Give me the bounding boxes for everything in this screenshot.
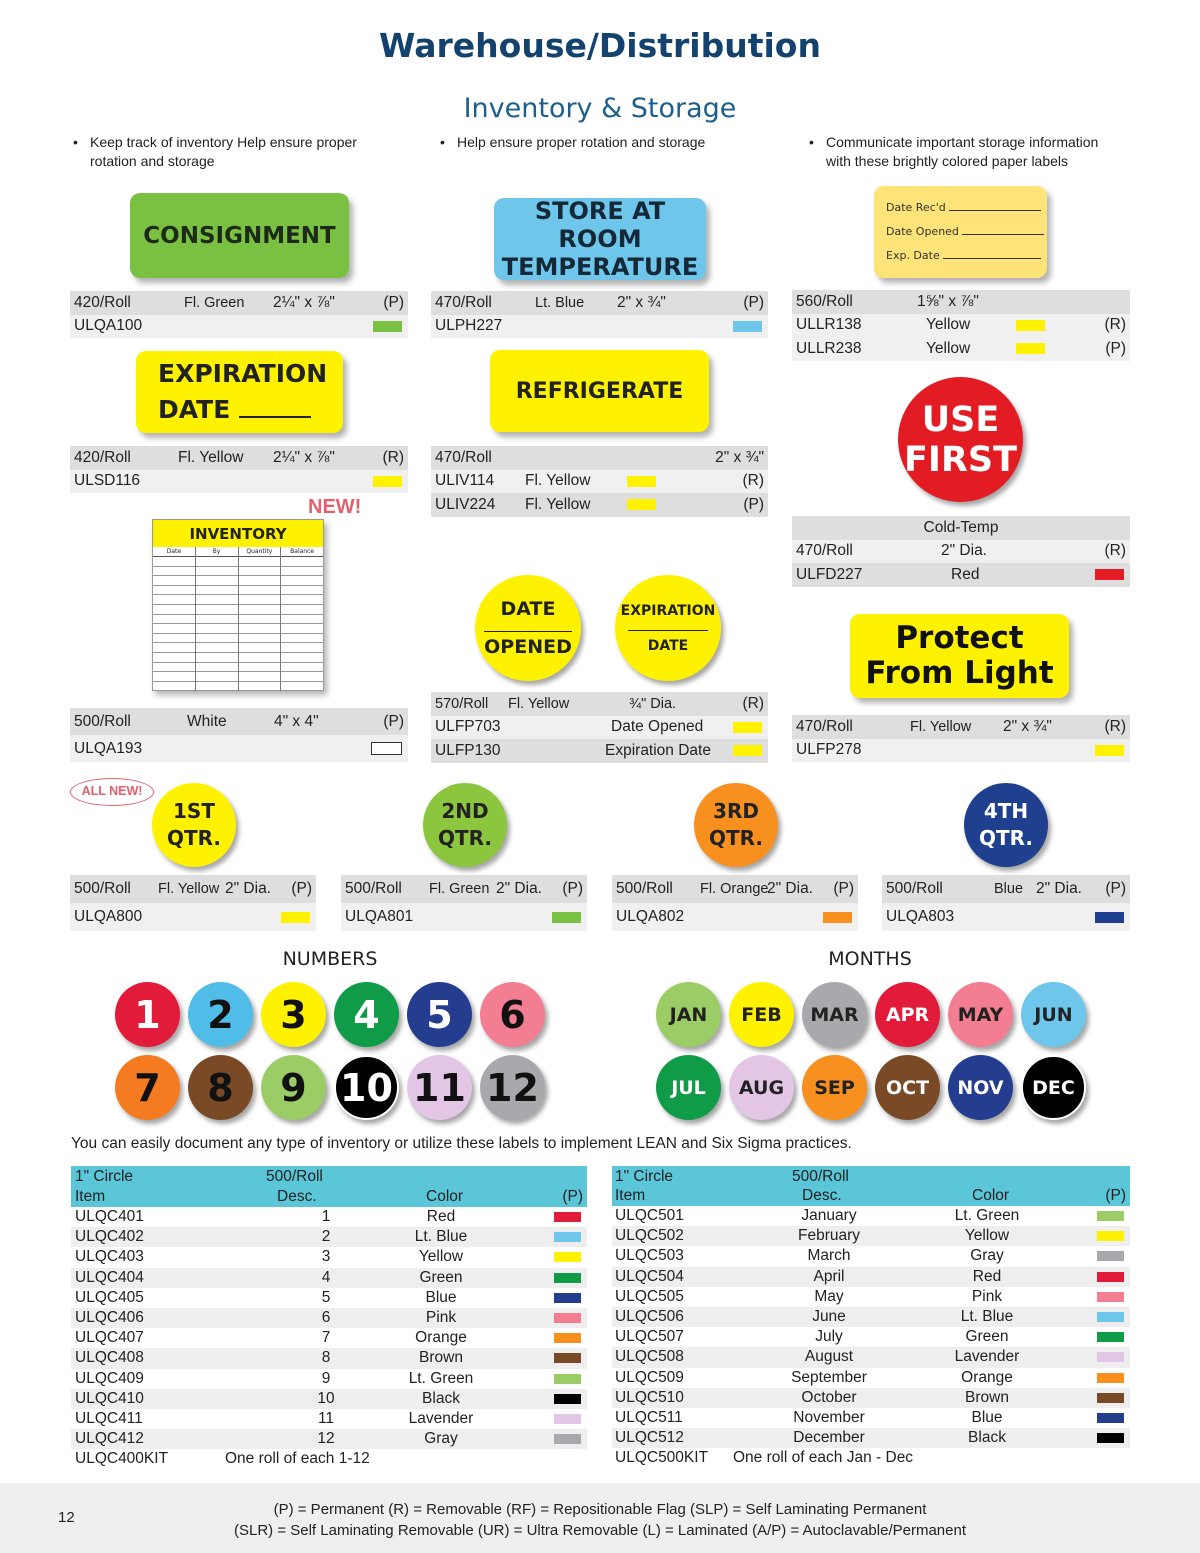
kit-row: ULQC500KIT One roll of each Jan - Dec <box>615 1449 914 1467</box>
inventory-row-line <box>196 663 238 673</box>
inventory-row-line <box>153 567 195 577</box>
inventory-row-line <box>196 634 238 644</box>
number-3-circle: 3 <box>261 982 326 1047</box>
table-header: 1" Circle 500/Roll Item Desc. Color (P) <box>71 1166 587 1207</box>
inventory-row-line <box>239 624 281 634</box>
inventory-row-line <box>281 567 323 577</box>
date-recd-label: Date Rec'd Date Opened Exp. Date <box>874 186 1047 278</box>
bullet-1: • Keep track of inventory Help ensure proper rotation and storage <box>90 133 380 171</box>
quarter-1-table: 500/Roll Fl. Yellow 2" Dia. (P) ULQA800 <box>70 875 316 931</box>
inventory-row-line <box>281 557 323 567</box>
color-swatch <box>371 742 402 755</box>
legend-line-2: (SLR) = Self Laminating Removable (UR) = Ultra Removable (L) = Laminated (A/P) = Autoclavable/Permanent <box>233 1522 966 1539</box>
table-row: ULQC411 11 Lavender <box>71 1409 587 1429</box>
color-swatch <box>554 1212 581 1222</box>
color-swatch <box>1097 1272 1124 1282</box>
color-swatch <box>1097 1211 1124 1221</box>
inventory-row-line <box>239 682 281 692</box>
color-swatch <box>554 1353 581 1363</box>
inventory-column <box>196 547 239 691</box>
quarter-4-label: 4TH QTR. <box>964 783 1048 867</box>
inventory-row-line <box>153 615 195 625</box>
quarter-4-table: 500/Roll Blue 2" Dia. (P) ULQA803 <box>882 875 1130 931</box>
table-row: ULQC402 2 Lt. Blue <box>71 1227 587 1247</box>
inventory-row-line <box>239 595 281 605</box>
inventory-row-line <box>281 682 323 692</box>
number-10-circle: 10 <box>334 1055 399 1120</box>
expiration-table: 420/Roll Fl. Yellow 2¼" x ⅞" (R) ULSD116 <box>70 446 408 493</box>
inventory-row-line <box>281 586 323 596</box>
color-swatch <box>554 1434 581 1444</box>
page-number: 12 <box>58 1509 75 1526</box>
number-9-circle: 9 <box>261 1055 326 1120</box>
color-swatch <box>733 321 762 332</box>
table-row: ULQC503 March Gray <box>612 1246 1130 1266</box>
color-swatch <box>1097 1332 1124 1342</box>
inventory-row-line <box>196 576 238 586</box>
number-12-circle: 12 <box>480 1055 545 1120</box>
inventory-row-line <box>281 615 323 625</box>
table-header: 1" Circle 500/Roll Item Desc. Color (P) <box>612 1166 1130 1206</box>
bullet-3: • Communicate important storage information with these brightly colored paper labels <box>826 133 1126 171</box>
bullet-2: • Help ensure proper rotation and storage <box>457 133 757 152</box>
table-row: ULQC410 10 Black <box>71 1389 587 1409</box>
month-apr-circle: APR <box>875 982 940 1047</box>
quarter-3-table: 500/Roll Fl. Orange 2" Dia. (P) ULQA802 <box>612 875 858 931</box>
consignment-label: CONSIGNMENT <box>130 193 349 278</box>
inventory-row-line <box>196 557 238 567</box>
inventory-row-line <box>239 663 281 673</box>
color-swatch <box>1097 1373 1124 1383</box>
refrigerate-label: REFRIGERATE <box>490 350 709 432</box>
month-jun-circle: JUN <box>1021 982 1086 1047</box>
inventory-row-line <box>281 663 323 673</box>
color-swatch <box>733 745 762 756</box>
number-8-circle: 8 <box>188 1055 253 1120</box>
table-row: ULQC508 August Lavender <box>612 1347 1130 1367</box>
inventory-row-line <box>281 643 323 653</box>
inventory-sheet-label <box>152 519 324 691</box>
expiration-date-circle-label: EXPIRATION DATE <box>615 575 721 681</box>
refrigerate-table: 470/Roll 2" x ¾" ULIV114 Fl. Yellow (R) ULIV224 Fl. Yellow (P) <box>431 446 768 517</box>
quarter-2-table: 500/Roll Fl. Green 2" Dia. (P) ULQA801 <box>341 875 587 931</box>
table-row: ULQC403 3 Yellow <box>71 1247 587 1267</box>
legend-line-1: (P) = Permanent (R) = Removable (RF) = Repositionable Flag (SLP) = Self Laminating Permanent <box>273 1501 927 1518</box>
color-swatch <box>1016 320 1045 331</box>
color-swatch <box>1095 912 1124 923</box>
inventory-table: 500/Roll White 4" x 4" (P) ULQA193 <box>70 708 408 762</box>
color-swatch <box>1097 1312 1124 1322</box>
inventory-row-line <box>153 576 195 586</box>
color-swatch <box>281 912 310 923</box>
date-opened-label: DATE OPENED <box>475 575 581 681</box>
date-labels-table: 570/Roll Fl. Yellow ¾" Dia. (R) ULFP703 Date Opened ULFP130 Expiration Date <box>431 692 768 763</box>
inventory-row-line <box>196 615 238 625</box>
table-row: ULQC512 December Black <box>612 1428 1130 1448</box>
numbers-heading: NUMBERS <box>282 948 378 970</box>
quarter-1-label: 1ST QTR. <box>152 783 236 867</box>
new-badge: NEW! <box>308 496 362 518</box>
inventory-row-line <box>196 586 238 596</box>
color-swatch <box>554 1293 581 1303</box>
table-row: ULQC407 7 Orange <box>71 1328 587 1348</box>
inventory-row-line <box>281 624 323 634</box>
months-item-table <box>612 1166 1130 1468</box>
protect-table: 470/Roll Fl. Yellow 2" x ¾" (R) ULFP278 <box>792 715 1130 762</box>
inventory-row-line <box>196 605 238 615</box>
color-swatch <box>1097 1251 1124 1261</box>
inventory-row-line <box>196 567 238 577</box>
table-row: ULQC510 October Brown <box>612 1388 1130 1408</box>
color-swatch <box>554 1394 581 1404</box>
color-swatch <box>1097 1393 1124 1403</box>
month-jan-circle: JAN <box>656 982 721 1047</box>
footer <box>0 1483 1200 1553</box>
inventory-row-line <box>196 595 238 605</box>
color-swatch <box>823 912 852 923</box>
number-7-circle: 7 <box>115 1055 180 1120</box>
lean-note: You can easily document any type of inventory or utilize these labels to implement LEAN and Six Sigma practices. <box>71 1135 852 1152</box>
inventory-row-line <box>153 595 195 605</box>
inventory-row-line <box>153 634 195 644</box>
inventory-row-line <box>153 653 195 663</box>
inventory-row-line <box>239 576 281 586</box>
month-nov-circle: NOV <box>948 1055 1013 1120</box>
inventory-row-line <box>281 634 323 644</box>
store-table: 470/Roll Lt. Blue 2" x ¾" (P) ULPH227 <box>431 291 768 338</box>
table-row: ULQC504 April Red <box>612 1267 1130 1287</box>
months-heading: MONTHS <box>828 948 912 970</box>
number-11-circle: 11 <box>407 1055 472 1120</box>
inventory-row-line <box>281 576 323 586</box>
inventory-row-line <box>239 557 281 567</box>
all-new-badge: ALL NEW! <box>70 778 154 806</box>
color-swatch <box>733 722 762 733</box>
inventory-row-line <box>196 624 238 634</box>
inventory-row-line <box>281 605 323 615</box>
color-swatch <box>554 1273 581 1283</box>
inventory-row-line <box>239 615 281 625</box>
inventory-row-line <box>153 682 195 692</box>
numbers-item-table <box>71 1166 587 1469</box>
inventory-column-header: Date <box>153 547 195 557</box>
color-swatch <box>1097 1352 1124 1362</box>
inventory-row-line <box>153 586 195 596</box>
month-aug-circle: AUG <box>729 1055 794 1120</box>
inventory-row-line <box>239 634 281 644</box>
inventory-row-line <box>239 605 281 615</box>
month-oct-circle: OCT <box>875 1055 940 1120</box>
protect-from-light-label: Protect From Light <box>850 614 1069 698</box>
inventory-row-line <box>153 605 195 615</box>
color-swatch <box>554 1374 581 1384</box>
month-sep-circle: SEP <box>802 1055 867 1120</box>
inventory-sheet-title: INVENTORY <box>153 520 323 547</box>
number-5-circle: 5 <box>407 982 472 1047</box>
inventory-row-line <box>153 672 195 682</box>
use-first-table: Cold-Temp 470/Roll 2" Dia. (R) ULFD227 Red <box>792 516 1130 587</box>
number-2-circle: 2 <box>188 982 253 1047</box>
color-swatch <box>1095 569 1124 580</box>
number-4-circle: 4 <box>334 982 399 1047</box>
color-swatch <box>1097 1292 1124 1302</box>
table-row: ULQC505 May Pink <box>612 1287 1130 1307</box>
table-row: ULQC509 September Orange <box>612 1368 1130 1388</box>
month-may-circle: MAY <box>948 982 1013 1047</box>
table-row: ULQC511 November Blue <box>612 1408 1130 1428</box>
quarter-2-label: 2ND QTR. <box>423 783 507 867</box>
inventory-row-line <box>196 653 238 663</box>
inventory-row-line <box>281 595 323 605</box>
expiration-date-label: EXPIRATION DATE <box>136 351 343 433</box>
color-swatch <box>627 499 656 510</box>
month-jul-circle: JUL <box>656 1055 721 1120</box>
inventory-column <box>153 547 196 691</box>
inventory-row-line <box>153 624 195 634</box>
inventory-column-header: Quantity <box>239 547 281 557</box>
inventory-grid <box>153 547 323 691</box>
color-swatch <box>1095 745 1124 756</box>
table-row: ULQC406 6 Pink <box>71 1308 587 1328</box>
color-swatch <box>552 912 581 923</box>
page-title: Warehouse/Distribution <box>379 26 821 65</box>
color-swatch <box>373 321 402 332</box>
table-row: ULQC409 9 Lt. Green <box>71 1369 587 1389</box>
number-1-circle: 1 <box>115 982 180 1047</box>
table-row: ULQC412 12 Gray <box>71 1429 587 1449</box>
table-row: ULQC408 8 Brown <box>71 1348 587 1368</box>
inventory-row-line <box>239 586 281 596</box>
color-swatch <box>554 1333 581 1343</box>
inventory-row-line <box>153 663 195 673</box>
inventory-row-line <box>153 643 195 653</box>
inventory-column <box>239 547 282 691</box>
inventory-column-header: Balance <box>281 547 323 557</box>
table-row: ULQC501 January Lt. Green <box>612 1206 1130 1226</box>
inventory-column <box>281 547 323 691</box>
consignment-table: 420/Roll Fl. Green 2¼" x ⅞" (P) ULQA100 <box>70 291 408 338</box>
inventory-row-line <box>239 653 281 663</box>
kit-row: ULQC400KIT One roll of each 1-12 <box>75 1450 370 1468</box>
table-row: ULQC404 4 Green <box>71 1268 587 1288</box>
store-at-room-temperature-label: STORE AT ROOM TEMPERATURE <box>494 198 706 280</box>
table-row: ULQC506 June Lt. Blue <box>612 1307 1130 1327</box>
color-swatch <box>1097 1413 1124 1423</box>
inventory-column-header: By <box>196 547 238 557</box>
table-row: ULQC405 5 Blue <box>71 1288 587 1308</box>
color-swatch <box>1016 343 1045 354</box>
table-row: ULQC502 February Yellow <box>612 1226 1130 1246</box>
inventory-row-line <box>239 643 281 653</box>
inventory-row-line <box>196 643 238 653</box>
inventory-row-line <box>281 672 323 682</box>
date-recd-table: 560/Roll 1⅝" x ⅞" ULLR138 Yellow (R) ULLR238 Yellow (P) <box>792 290 1130 361</box>
inventory-row-line <box>281 653 323 663</box>
inventory-row-line <box>196 672 238 682</box>
color-swatch <box>554 1232 581 1242</box>
use-first-label: USE FIRST <box>898 377 1023 502</box>
color-swatch <box>554 1313 581 1323</box>
quarter-3-label: 3RD QTR. <box>694 783 778 867</box>
inventory-row-line <box>196 682 238 692</box>
color-swatch <box>1097 1231 1124 1241</box>
inventory-row-line <box>239 672 281 682</box>
page-subtitle: Inventory & Storage <box>463 93 737 124</box>
table-row: ULQC507 July Green <box>612 1327 1130 1347</box>
month-mar-circle: MAR <box>802 982 867 1047</box>
color-swatch <box>627 476 656 487</box>
month-feb-circle: FEB <box>729 982 794 1047</box>
inventory-row-line <box>153 557 195 567</box>
inventory-row-line <box>239 567 281 577</box>
month-dec-circle: DEC <box>1021 1055 1086 1120</box>
number-6-circle: 6 <box>480 982 545 1047</box>
color-swatch <box>1097 1433 1124 1443</box>
color-swatch <box>554 1252 581 1262</box>
color-swatch <box>373 476 402 487</box>
color-swatch <box>554 1414 581 1424</box>
table-row: ULQC401 1 Red <box>71 1207 587 1227</box>
